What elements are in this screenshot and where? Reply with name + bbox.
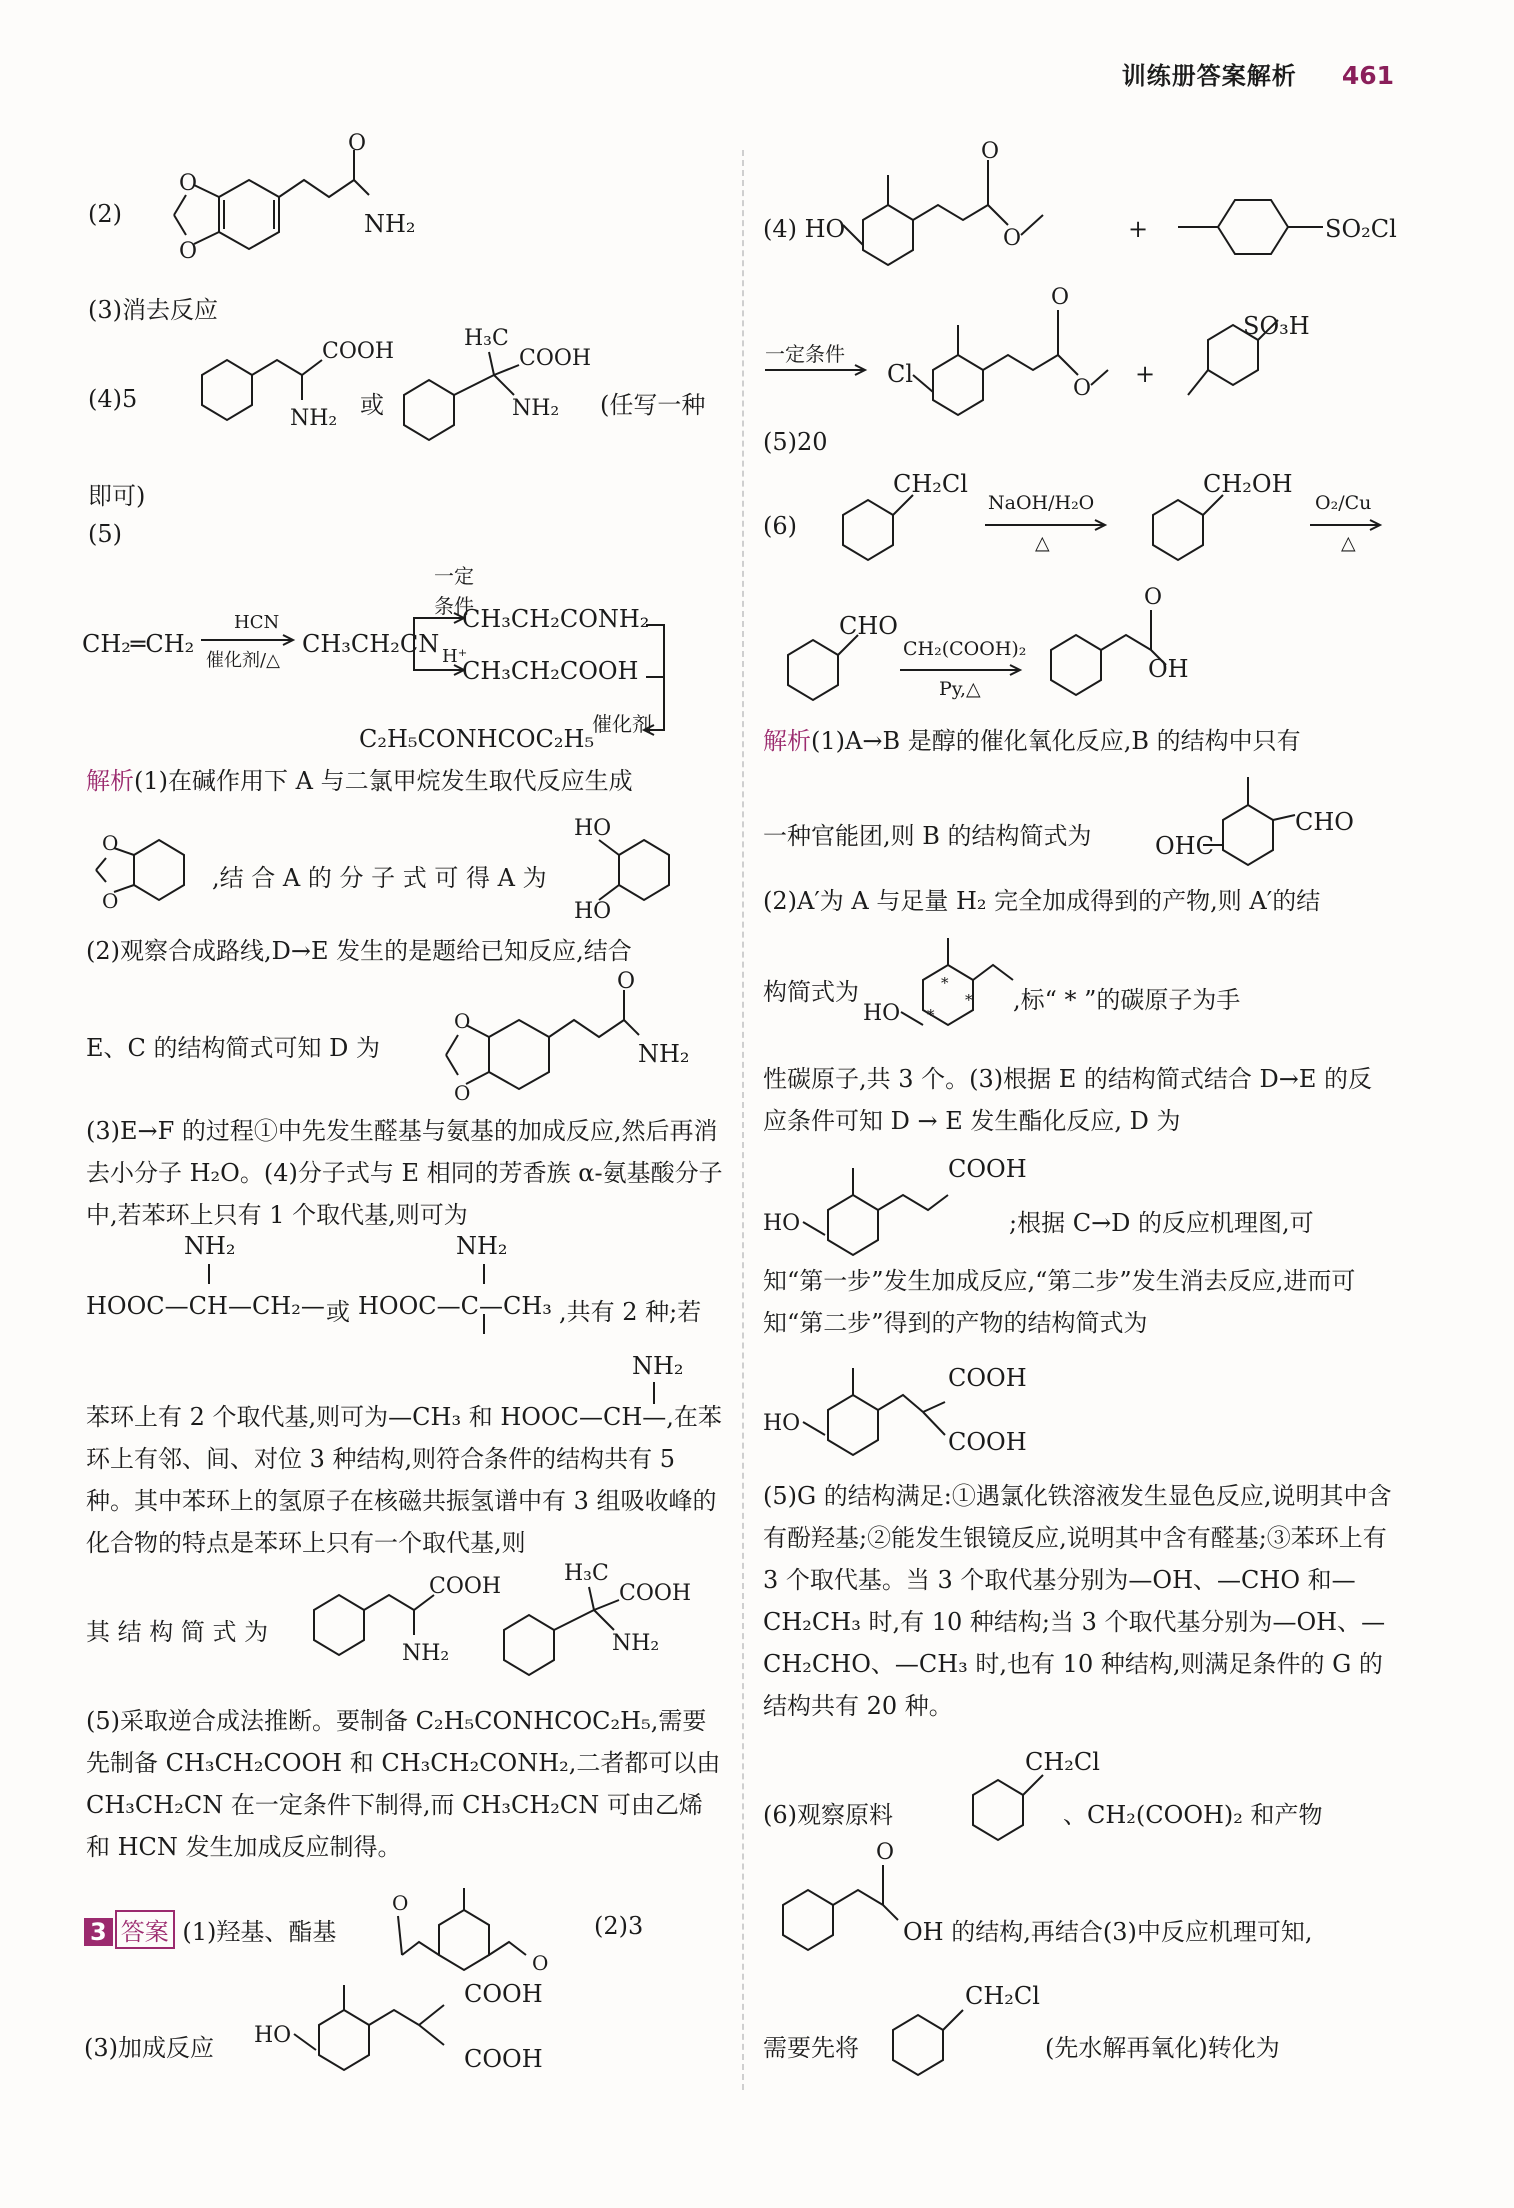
answer-4-label: (4)5 [88, 385, 138, 413]
answer-3: (3)消去反应 [88, 296, 218, 324]
answer-4-note-2: 即可) [88, 482, 146, 510]
fragment-1: HOOC—CH—CH₂— [86, 1292, 325, 1320]
question-number: 3 [84, 1918, 113, 1946]
ch2cl-text-2: CH₂Cl [1025, 1748, 1100, 1776]
route-mid: CH₃CH₂CN [302, 630, 440, 658]
route-start: CH₂═CH₂ [82, 630, 195, 658]
svg-text:O: O [1144, 585, 1163, 610]
q3-answer-3: (3)加成反应 [84, 2034, 214, 2062]
cho-text: CHO [839, 612, 898, 640]
route-prod-2: CH₃CH₂COOH [462, 657, 639, 685]
explanation-2b: E、C 的结构简式可知 D 为 [86, 1034, 381, 1062]
svg-text:COOH: COOH [619, 1581, 692, 1606]
r-explanation-2: (2)A′为 A 与足量 H₂ 完全加成得到的产物,则 A′的结 [763, 887, 1321, 915]
nh2-text: NH₂ [364, 210, 416, 238]
structure-d-amide [124, 131, 384, 280]
route-cat: 催化剂 [592, 712, 652, 736]
svg-text:H₃C: H₃C [564, 1561, 609, 1586]
route-cat-heat: 催化剂/△ [206, 650, 280, 671]
structure-methylphenylglycine [384, 320, 604, 470]
cooh-d: COOH [948, 1155, 1027, 1183]
r-explanation-6d: 需要先将 [763, 2034, 859, 2062]
svg-text:HO: HO [763, 1411, 801, 1436]
ch2cl-text: CH₂Cl [893, 470, 968, 498]
r-explanation-5: (5)G 的结构满足:①遇氯化铁溶液发生显色反应,说明其中含有酚羟基;②能发生银镜反应,说明其中含有醛基;③苯环上有 3 个取代基。当 3 个取代基分别为—OH、—CHO 和—CH₂CH₃ 时,有 10 种结构;当 3 个取代基分别为—OH、—CH₂CHO、—CH₃ 时,也有 10 种结构,则满足条件的 G 的结构共有 20 种。 [763, 1482, 1392, 1720]
r-explanation-label: 解析 [763, 727, 811, 755]
nh2-label-a: NH₂ [184, 1232, 236, 1260]
r-explanation-2b: 构简式为 [763, 978, 859, 1006]
condition-text: 一定条件 [765, 342, 845, 366]
structure-catechol [564, 810, 724, 930]
svg-text:*: * [965, 991, 973, 1009]
nh2-text-2: NH₂ [638, 1040, 690, 1068]
py-text: Py,△ [939, 678, 981, 700]
svg-text:HO: HO [574, 816, 612, 841]
structure-ester-alcohol [843, 140, 1103, 280]
structure-cinnamic-acid [1021, 580, 1181, 710]
explanation-4: 苯环上有 2 个取代基,则可为—CH₃ 和 HOOC—CH—,在苯环上有邻、间、对位 3 种结构,则符合条件的结构共有 5 种。其中苯环上的氢原子在核磁共振氢谱中有 3 组吸收峰的化合物的特点是苯环上只有一个取代基,则 [86, 1403, 722, 1557]
svg-text:NH₂: NH₂ [612, 1631, 660, 1656]
explanation-1b: ,结 合 A 的 分 子 式 可 得 A 为 [212, 864, 547, 892]
plus-sign: + [1128, 215, 1149, 243]
svg-text:*: * [927, 1006, 935, 1024]
route-cond-1: 一定 [434, 564, 474, 588]
r-explanation-6: (6)观察原料 [763, 1801, 893, 1829]
svg-text:O: O [102, 831, 119, 855]
naoh-text: NaOH/H₂O [988, 492, 1095, 514]
so3h-text: SO₃H [1243, 312, 1310, 340]
column-divider [742, 150, 744, 2090]
svg-text:COOH: COOH [322, 339, 395, 364]
plus-sign-2: + [1135, 360, 1156, 388]
structure-benzyl-chloride-3 [863, 1995, 983, 2095]
svg-text:O: O [454, 1009, 471, 1033]
answer-4-note: (任写一种 [600, 391, 706, 419]
structure-benzodioxole [84, 820, 224, 920]
nh2-label-b: NH₂ [456, 1232, 508, 1260]
svg-text:O: O [1003, 226, 1022, 251]
header-title: 训练册答案解析 [1121, 62, 1297, 90]
cho-text-2: CHO [1295, 808, 1354, 836]
ch2cl-text-3: CH₂Cl [965, 1982, 1040, 2010]
svg-text:NH₂: NH₂ [402, 1641, 450, 1666]
condition-arrow [763, 360, 873, 380]
route-hplus: H⁺ [442, 646, 468, 667]
svg-text:O: O [532, 1951, 549, 1975]
structure-phenylalanine-2 [284, 1565, 502, 1685]
explanation-1: 解析(1)在碱作用下 A 与二氯甲烷发生取代反应生成 [86, 767, 633, 795]
route-hcn: HCN [234, 612, 280, 633]
fragment-tail: ,共有 2 种;若 [559, 1298, 702, 1326]
r6-label: (6) [763, 512, 797, 540]
cooh-upper: COOH [464, 1980, 543, 2008]
svg-text:COOH: COOH [519, 346, 592, 371]
svg-text:NH₂: NH₂ [512, 396, 560, 421]
explanation-4b: 其 结 构 简 式 为 [86, 1618, 269, 1646]
svg-text:O: O [102, 889, 119, 913]
svg-text:HO: HO [763, 1211, 801, 1236]
q3-answer-1: (1)羟基、酯基 [182, 1918, 337, 1946]
svg-text:NH₂: NH₂ [290, 406, 338, 431]
svg-text:O: O [179, 171, 198, 196]
answer-badge: 答案 [115, 1910, 175, 1949]
svg-text:H₃C: H₃C [464, 326, 509, 351]
ch2oh-text: CH₂OH [1203, 470, 1293, 498]
explanation-3: (3)E→F 的过程①中先发生醛基与氨基的加成反应,然后再消去小分子 H₂O。(4)分子式与 E 相同的芳香族 α-氨基酸分子中,若苯环上只有 1 个取代基,则可为 [86, 1117, 723, 1229]
structure-methylphenylglycine-2 [484, 1555, 714, 1705]
route-final: C₂H₅CONHCOC₂H₅ [359, 725, 595, 753]
cooh-lower-r: COOH [948, 1428, 1027, 1456]
heat-2: △ [1341, 532, 1356, 554]
structure-d-amide-2 [414, 960, 714, 1110]
svg-text:O: O [348, 131, 367, 156]
svg-text:O: O [876, 1840, 895, 1865]
structure-cinnamic-acid-2 [763, 1835, 923, 1965]
svg-text:O: O [617, 969, 636, 994]
r5-answer: (5)20 [763, 428, 828, 456]
svg-text:O: O [1073, 376, 1092, 401]
cooh-lower: COOH [464, 2045, 543, 2073]
svg-text:O: O [179, 239, 198, 264]
explanation-5: (5)采取逆合成法推断。要制备 C₂H₅CONHCOC₂H₅,需要先制备 CH₃CH₂COOH 和 CH₃CH₂CONH₂,二者都可以由 CH₃CH₂CN 在一定条件下制得,而 CH₃CH₂CN 可由乙烯和 HCN 发生加成反应制得。 [86, 1707, 721, 1861]
arrow-knoevenagel [898, 660, 1028, 680]
answer-5-label: (5) [88, 520, 122, 548]
r-explanation-2c: ,标“ * ”的碳原子为手 [1013, 986, 1241, 1014]
r-explanation-1: 解析(1)A→B 是醇的催化氧化反应,B 的结构中只有 [763, 727, 1301, 755]
svg-text:HO: HO [574, 899, 612, 924]
structure-tosyl-ring [1173, 185, 1333, 265]
cooh-upper-r: COOH [948, 1364, 1027, 1392]
nh2-label-c: NH₂ [632, 1352, 684, 1380]
r-explanation-1b: 一种官能团,则 B 的结构简式为 [763, 822, 1092, 850]
svg-text:O: O [392, 1891, 409, 1915]
route-prod-1: CH₃CH₂CONH₂ [462, 605, 650, 633]
structure-ho-dicarboxylic [254, 1970, 634, 2100]
malonic-text: CH₂(COOH)₂ [903, 638, 1027, 660]
r4-label: (4) HO [763, 215, 846, 243]
r-explanation-3: 性碳原子,共 3 个。(3)根据 E 的结构简式结合 D→E 的反应条件可知 D → E 发生酯化反应, D 为 [763, 1065, 1373, 1135]
chloro-cl: Cl [887, 360, 914, 388]
r-explanation-3b: ;根据 C→D 的反应机理图,可 [1009, 1209, 1314, 1237]
o2cu-text: O₂/Cu [1315, 492, 1372, 514]
route-arrow-1 [199, 630, 299, 650]
explanation-label: 解析 [86, 767, 134, 795]
so2cl-text: SO₂Cl [1325, 215, 1397, 243]
structure-ester-chloride [913, 280, 1156, 420]
q3-answer-2: (2)3 [594, 1912, 644, 1940]
svg-text:HO: HO [863, 1001, 901, 1026]
heat-1: △ [1035, 532, 1050, 554]
fragment-or: 或 [326, 1298, 350, 1326]
svg-text:HO: HO [254, 2023, 292, 2048]
fragment-2: HOOC—C—CH₃ [358, 1292, 552, 1320]
svg-text:O: O [454, 1081, 471, 1105]
or-text: 或 [360, 391, 384, 419]
r-explanation-6c: OH 的结构,再结合(3)中反应机理可知, [903, 1918, 1313, 1946]
route-cond-2: 条件 [434, 594, 474, 618]
svg-text:COOH: COOH [429, 1574, 502, 1599]
r-explanation-6b: 、CH₂(COOH)₂ 和产物 [1063, 1801, 1323, 1829]
answer-2-label: (2) [88, 200, 122, 228]
route-converge-arrow [644, 615, 704, 745]
svg-text:O: O [981, 139, 1000, 164]
structure-phenylalanine [172, 330, 395, 450]
svg-text:O: O [1051, 285, 1070, 310]
r-explanation-6e: (先水解再氧化)转化为 [1045, 2034, 1280, 2062]
ohc-text: OHC [1155, 832, 1214, 860]
svg-text:*: * [941, 974, 949, 992]
page-header [1122, 56, 1394, 91]
question-3-header [84, 1910, 336, 1949]
explanation-2: (2)观察合成路线,D→E 发生的是题给已知反应,结合 [86, 937, 632, 965]
structure-dialdehyde [384, 1880, 584, 1980]
oh-text: OH [1148, 655, 1189, 683]
page-number: 461 [1341, 61, 1394, 90]
r-explanation-4: 知“第一步”发生加成反应,“第二步”发生消去反应,进而可知“第二步”得到的产物的结构简式为 [763, 1267, 1356, 1337]
